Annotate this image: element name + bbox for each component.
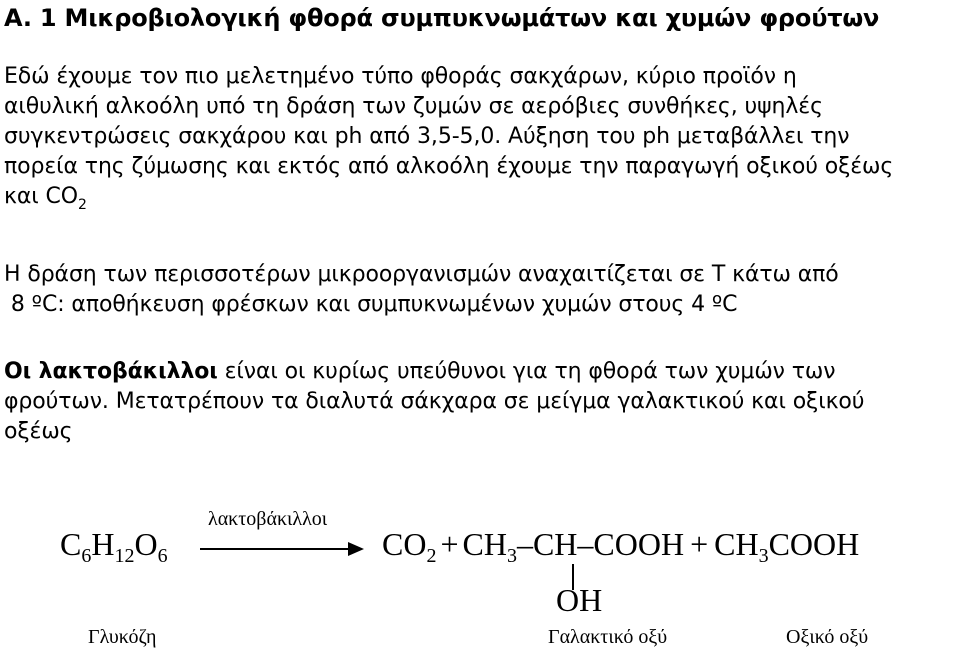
text-line: πορεία της ζύμωσης και εκτός από αλκοόλη έχουμε την παραγωγή οξικού οξέως: [4, 154, 894, 179]
glucose-formula: $C_6H_{12}O_6$: [60, 526, 168, 567]
paragraph-temperature: [4, 260, 954, 320]
text-line: Εδώ έχουμε τον πιο μελετημένο τύπο φθοράς σακχάρων, κύριο προϊόν η: [4, 64, 797, 89]
text-line: φρούτων. Μετατρέπουν τα διαλυτά σάκχαρα σε μείγμα γαλακτικού και οξικού: [4, 389, 865, 414]
caption-glucose: Γλυκόζη: [88, 626, 157, 648]
paragraph-yeast-fermentation: [4, 62, 954, 220]
text-line: οξέως: [4, 419, 73, 444]
text-line: [4, 357, 954, 387]
chemical-equation: [0, 490, 960, 660]
products-formula: $CO_2$ + $CH_3-CH$–COOH + $CH_3COOH$: [382, 526, 860, 567]
text-co2: και CO: [4, 184, 78, 209]
text-line: 8 ºC: αποθήκευση φρέσκων και συμπυκνωμένων χυμών στους 4 ºC: [4, 292, 738, 317]
arrow-label: λακτοβάκιλλοι: [208, 508, 328, 530]
text-line: συγκεντρώσεις σακχάρου και ph από 3,5-5,0. Αύξηση του ph μεταβάλλει την: [4, 124, 850, 149]
hydroxyl-group: OH: [556, 582, 603, 618]
bold-term: Οι λακτοβάκιλλοι: [4, 359, 218, 384]
paragraph-lactobacilli: [4, 357, 954, 447]
text-line: Η δράση των περισσοτέρων μικροοργανισμών αναχαιτίζεται σε T κάτω από: [4, 262, 839, 287]
reaction-arrow-line: [200, 548, 350, 550]
caption-acetic-acid: Οξικό οξύ: [786, 626, 869, 648]
text-line: [4, 182, 954, 220]
text-span: είναι οι κυρίως υπεύθυνοι για τη φθορά των χυμών των: [217, 359, 836, 384]
arrow-head-icon: [348, 542, 364, 556]
page-title: A. 1 Μικροβιολογική φθορά συμπυκνωμάτων και χυμών φρούτων: [4, 4, 880, 32]
text-line: αιθυλική αλκοόλη υπό τη δράση των ζυμών σε αερόβιες συνθήκες, υψηλές: [4, 94, 823, 119]
subscript: 2: [77, 197, 87, 213]
caption-lactic-acid: Γαλακτικό οξύ: [548, 626, 668, 648]
